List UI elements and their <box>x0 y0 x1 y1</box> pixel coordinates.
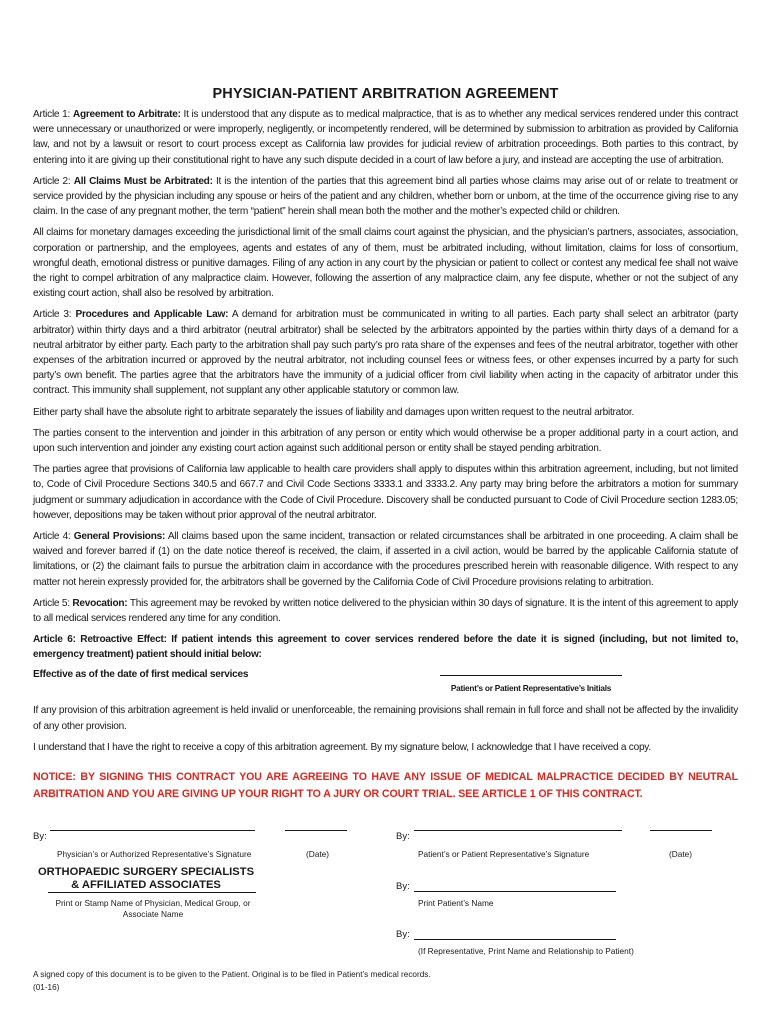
physician-date-label: (Date) <box>306 849 330 859</box>
physician-date-field[interactable] <box>285 830 347 831</box>
print-patient-name-label: Print Patient’s Name <box>418 898 494 908</box>
article-3-prefix: Article 3: <box>33 309 76 321</box>
article-2-prefix: Article 2: <box>33 175 74 187</box>
physician-signature-field[interactable] <box>50 830 255 831</box>
initials-row <box>33 667 738 703</box>
article-3-heading: Procedures and Applicable Law: <box>75 309 229 321</box>
patient-date-label: (Date) <box>669 849 693 859</box>
article-2-text: It is the intention of the parties that this agreement bind all parties whose claims may arise out of or relate to treatment or service provided by the physician including any spouse or heirs of the patient and any children, whether born or unborn, at the time of the occurrence giving rise to any claim. In the case of any pregnant mother, the term “patient” herein shall mean both the mother and the mother’s expected child or children. <box>33 175 739 218</box>
agreement-document <box>33 86 738 803</box>
article-3-joinder: The parties consent to the intervention and joinder in this arbitration of any person or entity which would otherwise be a proper additional party in a court action, and upon such intervention and joinder any existing court action against such additional person or entity shall be stayed pending arbitration. <box>33 427 738 455</box>
representative-label: (If Representative, Print Name and Relationship to Patient) <box>418 946 634 956</box>
article-1-prefix: Article 1: <box>33 109 73 120</box>
article-4 <box>33 529 738 590</box>
article-2 <box>33 174 738 220</box>
physician-name-label-line-1: Print or Stamp Name of Physician, Medical Group, or <box>55 898 251 908</box>
article-5-heading: Revocation: <box>72 597 128 609</box>
article-4-text: All claims based upon the same incident, transaction or related circumstances shall be arbitrated in one proceeding. A claim shall be waived and forever barred if (1) on the date notice thereof is received, the claim, if asserted in a civil action, would be barred by the applicable California statute of limitations, or (2) the claimant fails to pursue the arbitration claim in accordance with the procedures prescribed herein with reasonable diligence. With respect to any matter not herein expressly provided for, the arbitrators shall be governed by the California Code of Civil Procedure provisions relating to arbitration. <box>33 531 739 588</box>
physician-signature-label: Physician’s or Authorized Representative’s Signature <box>57 849 252 859</box>
article-1-heading: Agreement to Arbitrate: <box>72 109 181 120</box>
page-title: PHYSICIAN-PATIENT ARBITRATION AGREEMENT <box>212 86 559 102</box>
patient-by-label: By: <box>396 831 410 842</box>
arbitration-notice: NOTICE: BY SIGNING THIS CONTRACT YOU ARE AGREEING TO HAVE ANY ISSUE OF MEDICAL MALPRACTICE DECIDED BY NEUTRAL ARBITRATION AND YOU ARE GIVING UP YOUR RIGHT TO A JURY OR COURT TRIAL. SEE ARTICLE 1 OF THIS CONTRACT. <box>33 770 738 800</box>
form-revision: (01-16) <box>33 983 60 992</box>
print-patient-name-field[interactable] <box>414 891 616 892</box>
article-2-claims-paragraph: All claims for monetary damages exceeding the jurisdictional limit of the small claims court against the physician, and the physician’s partners, associates, association, corporation or partnership, and the employees, agents and estates of any of them, must be arbitrated including, without limitation, claims for loss of consortium, wrongful death, emotional distress or punitive damages. Filing of any action in any court by the physician or patient to collect or contest any medical fee shall not waive the right to compel arbitration of any malpractice claim. However, following the assertion of any malpractice claim, any fee dispute, whether or not the subject of any existing court action, shall also be resolved by arbitration. <box>33 227 738 300</box>
article-3-text: A demand for arbitration must be communicated in writing to all parties. Each party shall select an arbitrator (party arbitrator) within thirty days and a third arbitrator (neutral arbitrator) shall be selected by the arbitrators appointed by the parties within thirty days of a demand for a neutral arbitrator by either party. Each party to the arbitration shall pay such party’s pro rata share of the expenses and fees of the neutral arbitrator, together with other expenses of the arbitration incurred or approved by the neutral arbitrator, not including counsel fees or witness fees, or other expenses incurred by a party for such party’s own benefit. The parties agree that the arbitrators have the immunity of a judicial officer from civil liability when acting in the capacity of arbitrator under this contract. This immunity shall supplement, not supplant any other applicable statutory or common law. <box>33 309 738 397</box>
physician-by-label: By: <box>33 831 47 842</box>
representative-by-label: By: <box>396 929 410 940</box>
physician-group-stamp <box>30 866 262 892</box>
representative-name-field[interactable] <box>414 939 616 940</box>
footer <box>33 968 431 994</box>
physician-name-label-line-2: Associate Name <box>122 909 184 919</box>
article-1 <box>33 107 738 168</box>
physician-name-field[interactable] <box>48 892 256 893</box>
patient-date-field[interactable] <box>650 830 712 831</box>
article-4-prefix: Article 4: <box>33 531 74 543</box>
article-6: Article 6: Retroactive Effect: If patient intends this agreement to cover services rendered before the date it is signed (including, but not limited to, emergency treatment) patient should initial below: <box>33 634 738 661</box>
article-5-prefix: Article 5: <box>33 597 73 609</box>
article-3-california-law: The parties agree that provisions of California law applicable to health care providers shall apply to disputes within this arbitration agreement, including, but not limited to, Code of Civil Procedure Sections 340.5 and 667.7 and Civil Code Sections 3333.1 and 3333.2. Any party may bring before the arbitrators a motion for summary judgment or summary adjudication in accordance with the Code of Civil Procedure. Discovery shall be conducted pursuant to Code of Civil Procedure section 1283.05; however, depositions may be taken without prior approval of the neutral arbitrator. <box>33 464 738 521</box>
article-3 <box>33 307 738 398</box>
article-1-text: It is understood that any dispute as to medical malpractice, that is as to whether any medical services rendered under this contract were unnecessary or unauthorized or were improperly, negligently, or incompetently rendered, will be determined by submission to arbitration as provided by California law, and not by a lawsuit or resort to court process except as California law provides for judicial review of arbitration proceedings. Both parties to this contract, by entering into it are giving up their constitutional right to have any such dispute decided in a court of law before a jury, and instead are accepting the use of arbitration. <box>33 109 738 166</box>
article-3-separate-issues: Either party shall have the absolute right to arbitrate separately the issues of liability and damages upon written request to the neutral arbitrator. <box>33 406 635 418</box>
agreement-body <box>33 107 738 803</box>
initials-label: Patient’s or Patient Representative’s Initials <box>450 683 612 694</box>
patient-signature-field[interactable] <box>414 830 622 831</box>
article-5 <box>33 596 738 626</box>
patient-name-by-label: By: <box>396 881 410 892</box>
acknowledgement-paragraph: I understand that I have the right to receive a copy of this arbitration agreement. By my signature below, I acknowledge that I have received a copy. <box>33 741 651 753</box>
effective-date-label: Effective as of the date of first medical services <box>33 669 249 681</box>
footer-note: A signed copy of this document is to be given to the Patient. Original is to be filed in Patient’s medical records. <box>33 970 431 979</box>
article-2-heading: All Claims Must be Arbitrated: <box>73 175 213 187</box>
article-4-heading: General Provisions: <box>73 531 166 543</box>
group-name-line-2: & AFFILIATED ASSOCIATES <box>71 879 221 891</box>
article-5-text: This agreement may be revoked by written notice delivered to the physician within 30 days of signature. It is the intent of this agreement to apply to all medical services rendered any time for any condition. <box>33 597 738 625</box>
physician-name-label <box>48 898 258 920</box>
group-name-line-1: ORTHOPAEDIC SURGERY SPECIALISTS <box>37 866 255 878</box>
initials-field[interactable] <box>440 675 622 676</box>
severability-paragraph: If any provision of this arbitration agreement is held invalid or unenforceable, the remaining provisions shall remain in full force and shall not be affected by the invalidity of any other provision. <box>33 705 738 732</box>
patient-signature-label: Patient’s or Patient Representative’s Signature <box>418 849 590 859</box>
